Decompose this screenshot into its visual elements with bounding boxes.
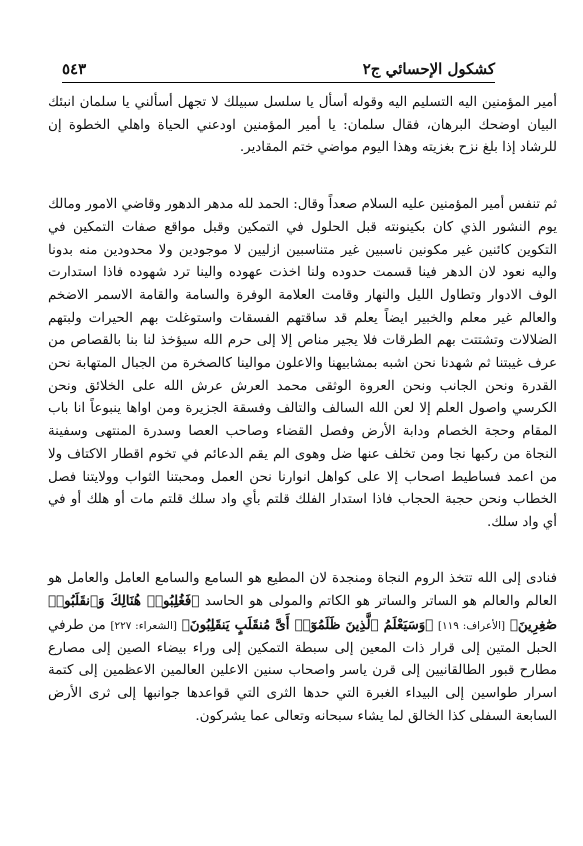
quran-verse: ﴿فَغُلِبُوا۟ هُنَالِكَ وَٱنقَلَبُوا۟ صَٰغِرِينَ﴾: [48, 593, 558, 634]
verse-reference: [الشعراء: ٢٢٧]: [110, 620, 178, 633]
paragraph-text: فنادى إلى الله تتخذ الروم النجاة ومنجدة لان المطيع هو السامع والسامع العامل والعامل هو العالم والعالم هو الساتر والساتر هو الكاتم والمولى هو الحاسد: [48, 570, 557, 610]
running-title: كشكول الإحسائي ج٢: [362, 60, 495, 78]
quran-verse: ﴿وَسَيَعْلَمُ ٱلَّذِينَ ظَلَمُوٓا۟ أَىَّ مُنقَلَبٍ يَنقَلِبُونَ﴾: [181, 617, 434, 634]
paragraph: أمير المؤمنين اليه التسليم اليه وقوله أسأل يا سلسل سبيلك لا تجهل أسألني يا سلمان انبئك البيان اوضحك البرهان، فقال سلمان: يا أمير المؤمنين اودعني الحياة واهلي الخطوة إن للرشاد إذا بلغ نزح بغزيته وهذا اليوم مواضي ختم المقادير.: [48, 95, 557, 156]
body-text: [48, 92, 557, 729]
paragraph: [48, 568, 557, 729]
page-header: [62, 52, 495, 83]
page-number: ٥٤٣: [62, 60, 87, 78]
verse-reference: [الأعراف: ١١٩]: [437, 620, 506, 633]
paragraph-text: من طرفي الحبل المتين إلى قرار ذات المعين إلى سبطة التمكين إلى وراء بيضاء الصين إلى مصارع مطارح قبور الطالقانيين إلى قرن ياسر واصحاب سنين الاعلين العالمين الاعظمين إلى كتمة اسرار طواسين إلى البيداء الغبرة التي حدها الثرى التي قواعدها جوانبها إلى ثرى الأرض السابعة السفلى كذا الخالق لما يشاء سبحانه وتعالى عما يشركون.: [48, 618, 557, 724]
paragraph: ثم تنفس أمير المؤمنين عليه السلام صعداً وقال: الحمد لله مدهر الدهور وقاضي الامور ومالك يوم النشور الذي كان بكينونته قبل الحلول في التمكين وقبل مواقع صفات التمكين في التكوين كائنين غير مكونين ناسبين غير متناسبين ازليين لا موجودين ولا محدودين منه بدونا واليه نعود لان الدهر فينا قسمت حدوده ولنا اخذت عهوده والينا ترد شهوده فاذا استدارت الوف الادوار وتطاول الليل والنهار وقامت العلامة الوفرة والسامة والقامة الاسمر الاضخم والعالم غير معلم والخبير ايضاً يعلم قد ساقتهم الفسقات واستوغلت بهم الحيرات ولبتهم الضلالات وتشتتت بهم الطرقات فلا يجير مناص إلا إلى حرم الله سيؤخذ لنا بنا بالقصاص من عرف غيبتنا ثم شهدنا نحن اشبه بمشابيهنا والاعلون موالينا كالصخرة من الجبال المتهابة نحن القدرة ونحن الجانب ونحن العروة الوثقى محمد العرش عرش الله على الخلائق ونحن الكرسي واصول العلم إلا لعن الله السالف والتالف وفسقة الجزيرة ومن اواها ينبوعاً انا باب المقام وحجة الخصام ودابة الأرض وفصل القضاء وصاحب العصا وسدرة المنتهى وسفينة النجاة من ركبها نجا ومن تخلف عنها ضل وهوى الم يقم الدعائم في تخوم اقطار الاكتاف ولا من اعمد فساطيط اصحاب إلا على كواهل انوارنا نحن العمل ومحبتنا الثواب وولايتنا فصل الخطاب ونحن حجبة الحجاب فاذا استدار الفلك قلتم بأي واد سلك قلتم مات أو هلك أو في أي واد سلك.: [48, 197, 557, 530]
